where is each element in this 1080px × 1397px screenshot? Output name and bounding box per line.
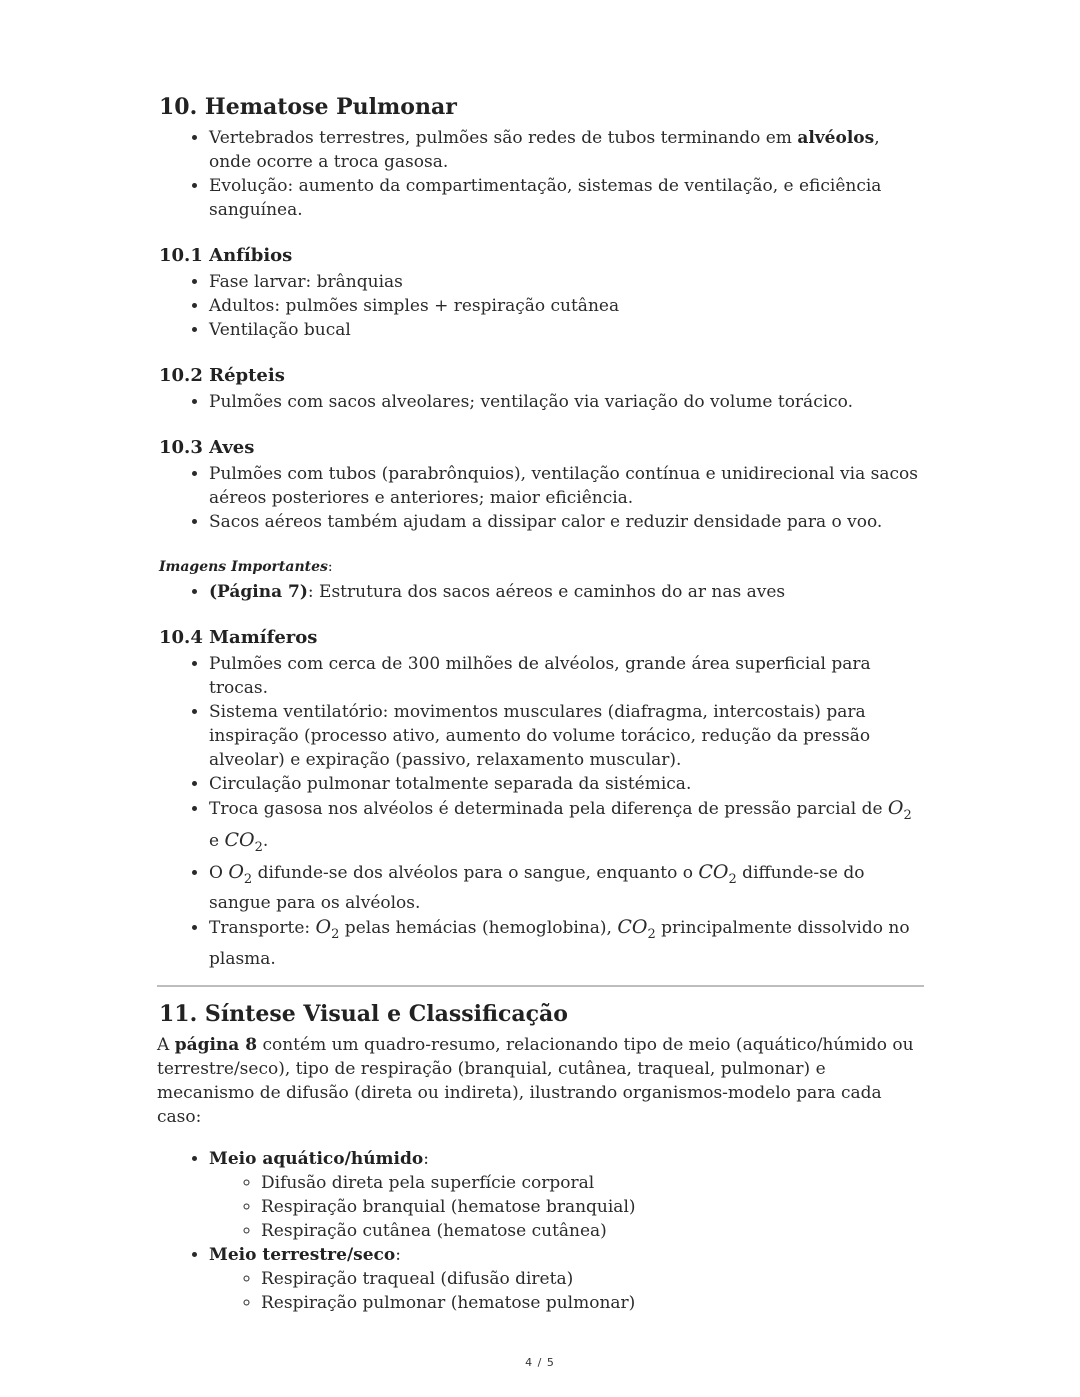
bold-term: alvéolos	[797, 128, 875, 148]
nested-list-item: ◦ Respiração cutânea (hematose cutânea)	[261, 1219, 923, 1243]
list-item: • Pulmões com tubos (parabrônquios), ventilação contínua e unidirecional via sacos aéreos posteriores e anteriores; maior eficiência.	[209, 462, 923, 510]
nested-list	[209, 1171, 923, 1243]
list-item: • Adultos: pulmões simples + respiração cutânea	[209, 294, 923, 318]
nested-list-item: ◦ Difusão direta pela superfície corporal	[261, 1171, 923, 1195]
section-10-1-list	[157, 270, 923, 342]
math-co2: $CO_2$	[224, 828, 263, 855]
list-item: • Fase larvar: brânquias	[209, 270, 923, 294]
nested-list-item: ◦ Respiração traqueal (difusão direta)	[261, 1267, 923, 1291]
math-o2: $O_2$	[315, 916, 340, 943]
list-item: • Troca gasosa nos alvéolos é determinada pela diferença de pressão parcial de $O_2$ e $CO_2$.	[209, 796, 923, 860]
section-10-4-list	[157, 652, 923, 971]
list-item: • Sistema ventilatório: movimentos musculares (diafragma, intercostais) para inspiração (processo ativo, aumento do volume torácico, redução da pressão alveolar) e expiração (passivo, relaxamento muscular).	[209, 700, 923, 772]
section-10-3-list	[157, 462, 923, 534]
document-page	[157, 92, 923, 1315]
nested-list-item: ◦ Respiração branquial (hematose branquial)	[261, 1195, 923, 1219]
list-item: • (Página 7): Estrutura dos sacos aéreos e caminhos do ar nas aves	[209, 580, 923, 604]
section-11-paragraph: A página 8 contém um quadro-resumo, relacionando tipo de meio (aquático/húmido ou terrestre/seco), tipo de respiração (branquial, cutânea, traqueal, pulmonar) e mecanismo de difusão (direta ou indireta), ilustrando organismos-modelo para cada caso:	[157, 1035, 914, 1128]
section-11-heading: 11. Síntese Visual e Classificação	[159, 1001, 568, 1028]
section-10-heading: 10. Hematose Pulmonar	[159, 94, 457, 120]
list-item: • Vertebrados terrestres, pulmões são redes de tubos terminando em alvéolos, onde ocorre a troca gasosa.	[209, 126, 923, 174]
page-reference: (Página 7)	[209, 582, 308, 602]
math-co2: $CO_2$	[617, 916, 656, 943]
list-item: • Evolução: aumento da compartimentação, sistemas de ventilação, e eficiência sanguínea.	[209, 174, 923, 222]
important-images-list	[157, 580, 923, 604]
list-item: • Pulmões com sacos alveolares; ventilação via variação do volume torácico.	[209, 390, 923, 414]
section-10-1-heading: 10.1 Anfíbios	[159, 245, 293, 266]
list-item: • Ventilação bucal	[209, 318, 923, 342]
list-item: • Sacos aéreos também ajudam a dissipar calor e reduzir densidade para o voo.	[209, 510, 923, 534]
section-10-2-heading: 10.2 Répteis	[159, 365, 285, 386]
section-10-list	[157, 126, 923, 222]
list-item: • Meio terrestre/seco: ◦ Respiração traqueal (difusão direta) ◦ Respiração pulmonar (hematose pulmonar)	[209, 1243, 923, 1315]
page-number: 4 / 5	[525, 1356, 555, 1369]
list-item: • Meio aquático/húmido: ◦ Difusão direta pela superfície corporal ◦ Respiração branquial (hematose branquial) ◦ Respiração cutânea (hematose cutânea)	[209, 1147, 923, 1243]
section-10-3-heading: 10.3 Aves	[159, 437, 255, 458]
list-item: • O $O_2$ difunde-se dos alvéolos para o sangue, enquanto o $CO_2$ diffunde-se do sangue para os alvéolos.	[209, 860, 923, 916]
math-o2: $O_2$	[887, 797, 912, 823]
nested-list	[209, 1267, 923, 1315]
math-co2: $CO_2$	[698, 860, 737, 887]
nested-list-item: ◦ Respiração pulmonar (hematose pulmonar)	[261, 1291, 923, 1315]
list-item: • Transporte: $O_2$ pelas hemácias (hemoglobina), $CO_2$ principalmente dissolvido no plasma.	[209, 915, 923, 971]
section-10-4-heading: 10.4 Mamíferos	[159, 627, 318, 648]
page-reference: página 8	[174, 1035, 258, 1056]
section-divider	[157, 985, 924, 987]
important-images-label: Imagens Importantes:	[159, 559, 333, 575]
list-item: • Pulmões com cerca de 300 milhões de alvéolos, grande área superficial para trocas.	[209, 652, 923, 700]
math-o2: $O_2$	[228, 860, 253, 887]
section-11-list	[157, 1147, 923, 1315]
list-item: • Circulação pulmonar totalmente separada da sistémica.	[209, 772, 923, 796]
section-10-2-list	[157, 390, 923, 414]
